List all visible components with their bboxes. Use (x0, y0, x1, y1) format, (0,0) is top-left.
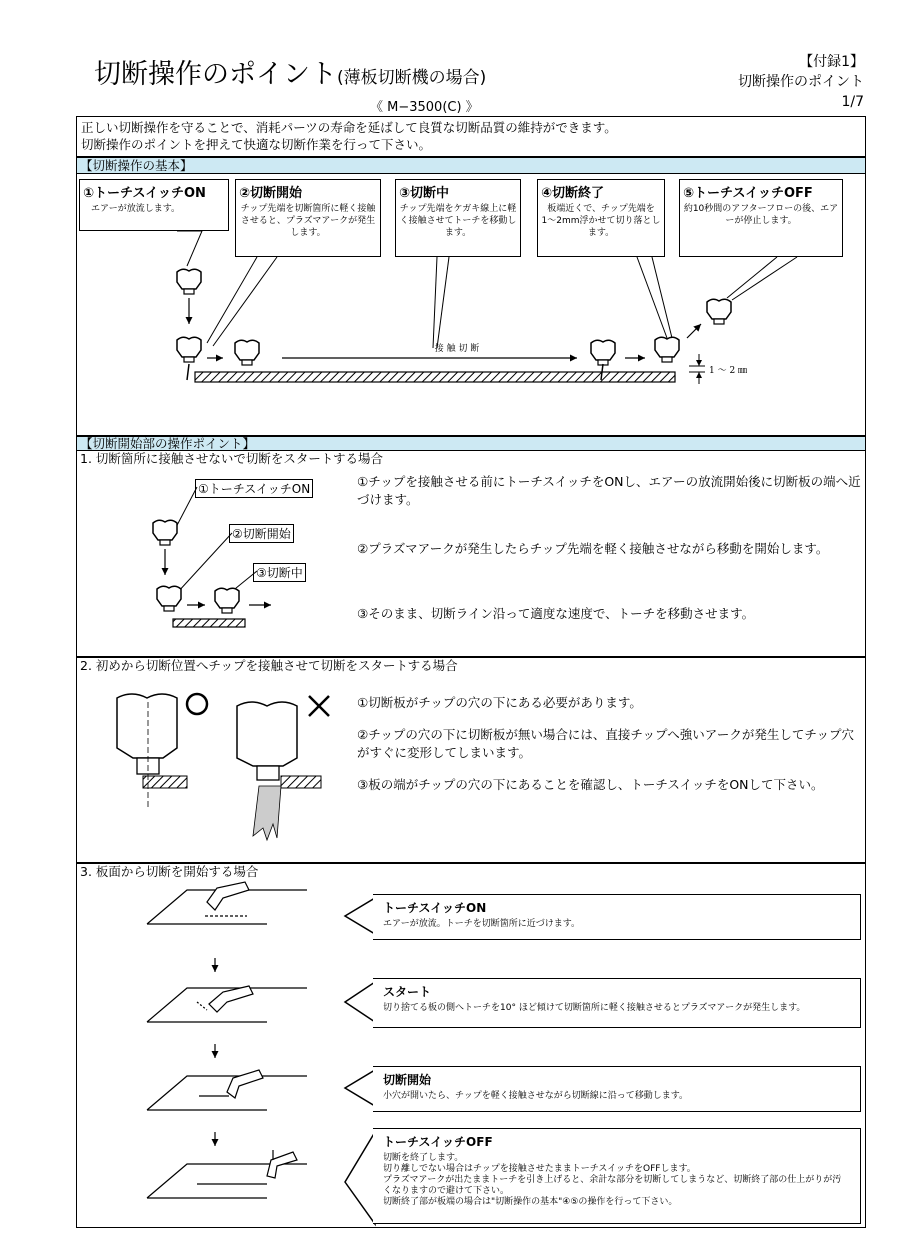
torch-icon (215, 588, 239, 613)
plate-end-icon (147, 1150, 307, 1198)
case1-para-3: ③そのまま、切断ライン沿って適度な速度で、トーチを移動させます。 (357, 606, 755, 621)
plate-cut-icon (147, 1070, 307, 1110)
appendix-label: 【付録1】 (799, 54, 864, 70)
basic-step-5-title: ⑤トーチスイッチOFF (683, 186, 813, 201)
basic-step-1-title: ①トーチスイッチON (83, 186, 206, 201)
case1-para-2: ②プラズマアークが発生したらチップ先端を軽く接触させながら移動を開始します。 (357, 541, 829, 556)
case2-title: 2. 初めから切断位置へチップを接触させて切断をスタートする場合 (80, 658, 458, 673)
spark-icon (253, 786, 281, 840)
case1-para-1: ①チップを接触させる前にトーチスイッチをONし、エアーの放流開始後に切断板の端へ近づけます。 (357, 474, 861, 507)
plate-start-icon (147, 882, 307, 924)
basic-step-1-desc: エアーが放流します。 (91, 204, 181, 214)
case2-para-2: ②チップの穴の下に切断板が無い場合には、直接チップへ強いアークが発生してチップ穴がすぐに変形してしまいます。 (357, 727, 854, 760)
case1-label-1: ①トーチスイッチON (195, 479, 313, 498)
ok-mark-icon (187, 694, 207, 714)
page-title: 切断操作のポイント(薄板切断機の場合) (94, 59, 487, 90)
torch-icon (157, 586, 181, 611)
torch-icon (591, 340, 615, 365)
basic-step-4-title: ④切断終了 (541, 186, 605, 201)
torch-icon (707, 299, 731, 324)
torch-ok-icon (117, 694, 177, 808)
torch-icon (655, 337, 679, 362)
case3-step-3-desc: 小穴が開いたら、チップを軽く接触させながら切断線に沿って移動します。 (383, 1091, 689, 1101)
case3-step-4-desc: 切断を終了します。 切り離しでない場合はチップを接触させたままトーチスイッチをOFFします。 プラズマアークが出たままトーチを引き上げると、余計な部分を切断してしまうなど、切断終了部の仕上がりが汚くなりますので避けて下さい。 切断終了部が板端の場合は"切断操作の基本"④⑤の操作を行って下さい。 (383, 1153, 842, 1207)
basics-section (76, 157, 866, 436)
ng-mark-icon (309, 696, 329, 716)
plate-tilt-icon (147, 986, 307, 1022)
case1-label-3: ③切断中 (253, 563, 306, 582)
contact-cut-label: 接 触 切 断 (434, 344, 480, 354)
basic-step-2-desc: チップ先端を切断箇所に軽く接触させると、プラズマアークが発生します。 (240, 204, 376, 238)
torch-icon (177, 337, 201, 362)
case3-title: 3. 板面から切断を開始する場合 (80, 864, 259, 879)
torch-icon (177, 269, 201, 294)
case3-step-1 (373, 894, 861, 940)
intro-line-2: 切断操作のポイントを押えて快適な切断作業を行って下さい。 (81, 137, 432, 152)
page-number: 1/7 (841, 94, 864, 110)
case1-title: 1. 切断箇所に接触させないで切断をスタートする場合 (80, 451, 384, 466)
case3-step-1-desc: エアーが放流。トーチを切断箇所に近づけます。 (383, 919, 581, 929)
basics-diagram (77, 158, 867, 437)
intro-box (76, 116, 866, 157)
appendix-subtitle: 切断操作のポイント (738, 74, 864, 90)
model-label: 《 M−3500(C) 》 (370, 100, 479, 115)
start-points-heading: 【切断開始部の操作ポイント】 (77, 437, 865, 451)
torch-ng-icon (237, 702, 297, 780)
case3-section (76, 863, 866, 1228)
page-subtitle: (薄板切断機の場合) (337, 68, 487, 88)
case2-para-3: ③板の端がチップの穴の下にあることを確認し、トーチスイッチをONして下さい。 (357, 777, 824, 792)
torch-icon (153, 520, 177, 545)
basic-step-3-desc: チップ先端をケガキ線上に軽く接触させてトーチを移動します。 (399, 204, 517, 238)
intro-line-1: 正しい切断操作を守ることで、消耗パーツの寿命を延ばして良質な切断品質の維持ができます。 (81, 120, 617, 135)
torch-icon (235, 340, 259, 365)
case2-section (76, 657, 866, 863)
case3-step-4-title: トーチスイッチOFF (383, 1135, 493, 1149)
basics-heading: 【切断操作の基本】 (77, 158, 865, 174)
case3-step-2 (373, 978, 861, 1028)
case3-step-3-title: 切断開始 (383, 1073, 432, 1087)
case1-label-2: ②切断開始 (229, 524, 294, 543)
case3-step-2-title: スタート (383, 985, 432, 999)
basic-step-3-title: ③切断中 (399, 186, 450, 201)
case2-para-1: ①切断板がチップの穴の下にある必要があります。 (357, 695, 642, 710)
basic-step-5-desc: 約10秒間のアフターフローの後、エアーが停止します。 (683, 204, 839, 226)
case3-step-2-desc: 切り捨てる板の側へトーチを10° ほど傾けて切断箇所に軽く接触させるとプラズマアークが発生します。 (383, 1003, 806, 1013)
basic-step-2-title: ②切断開始 (239, 186, 303, 201)
basic-step-4-desc: 板端近くで、チップ先端を1〜2mm浮かせて切り落とします。 (541, 204, 661, 238)
appendix-info (738, 52, 864, 112)
start-points-section (76, 436, 866, 657)
case3-step-3 (373, 1066, 861, 1112)
gap-label: 1 〜 2 ㎜ (709, 366, 748, 376)
case3-step-4 (373, 1128, 861, 1224)
case3-step-1-title: トーチスイッチON (383, 901, 487, 915)
